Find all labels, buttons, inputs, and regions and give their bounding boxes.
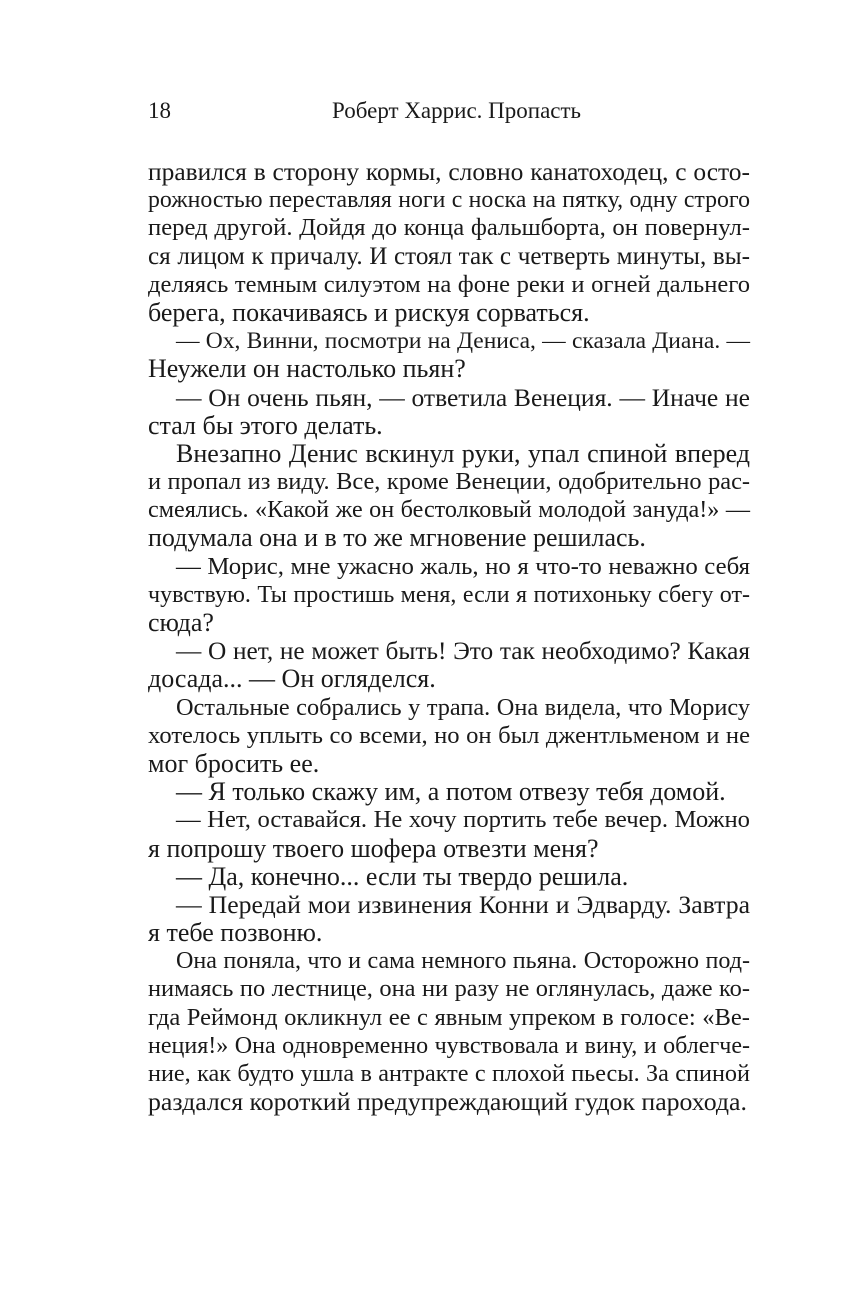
text-line: Внезапно Денис вскинул руки, упал спиной вперед (176, 438, 750, 468)
text-line: — О нет, не может быть! Это так необходимо? Какая (176, 637, 750, 666)
text-line: — Передай мои извинения Конни и Эдварду. Завтра (176, 889, 750, 919)
text-line: деляясь темным силуэтом на фоне реки и огней дальнего (148, 270, 750, 298)
text-line: смеялись. «Какой же он бестолковый молодой зануда!» — (148, 496, 750, 524)
text-line: рожностью переставляя ноги с носка на пятку, одну строго (148, 187, 750, 214)
text-line: хотелось уплыть со всеми, но он был джентльменом и не (148, 721, 750, 749)
text-line: неция!» Она одновременно чувствовала и вину, и облегче- (148, 1032, 750, 1059)
page-header (148, 98, 750, 130)
text-line: — Нет, оставайся. Не хочу портить тебе вечер. Можно (176, 806, 750, 834)
text-line: я тебе позвоню. (148, 918, 323, 948)
text-line: гда Реймонд окликнул ее с явным упреком в голосе: «Ве- (148, 1003, 750, 1031)
text-line: — Он очень пьян, — ответила Венеция. — Иначе не (176, 382, 750, 412)
text-line: — Ох, Винни, посмотри на Дениса, — сказала Диана. — (176, 328, 750, 355)
text-line: Неужели он настолько пьян? (148, 354, 466, 384)
text-line: Остальные собрались у трапа. Она видела, что Морису (176, 693, 750, 721)
text-line: мог бросить ее. (148, 748, 320, 778)
text-line: ся лицом к причалу. И стоял так с четверть минуты, вы- (148, 242, 750, 270)
text-line: досада... — Он огляделся. (148, 664, 436, 694)
text-line: стал бы этого делать. (148, 410, 383, 440)
text-line: раздался короткий предупреждающий гудок парохода. (148, 1087, 747, 1117)
text-line: я попрошу твоего шофера отвезти меня? (148, 833, 599, 863)
text-line: сюда? (148, 608, 214, 637)
text-line: ние, как будто ушла в антракте с плохой пьесы. За спиной (148, 1060, 750, 1087)
text-line: подумала она и в то же мгновение решилась. (148, 523, 646, 553)
text-line: правился в сторону кормы, словно канатоходец, с осто- (148, 157, 750, 186)
text-line: и пропал из виду. Все, кроме Венеции, одобрительно рас- (148, 468, 750, 496)
text-line: — Да, конечно... если ты твердо решила. (176, 861, 629, 891)
text-line: берега, покачиваясь и рискуя сорваться. (148, 297, 590, 327)
running-title: Роберт Харрис. Пропасть (332, 98, 582, 123)
text-line: — Я только скажу им, а потом отвезу тебя домой. (176, 777, 726, 807)
body-text (148, 158, 750, 1116)
page-number: 18 (148, 98, 171, 123)
text-line: нимаясь по лестнице, она ни разу не оглянулась, даже ко- (148, 975, 750, 1003)
text-line: перед другой. Дойдя до конца фальшборта, он повернул- (148, 214, 750, 242)
text-line: Она поняла, что и сама немного пьяна. Осторожно под- (176, 948, 750, 975)
text-line: — Морис, мне ужасно жаль, но я что-то неважно себя (176, 552, 750, 580)
text-line: чувствую. Ты простишь меня, если я потихоньку сбегу от- (148, 581, 750, 608)
